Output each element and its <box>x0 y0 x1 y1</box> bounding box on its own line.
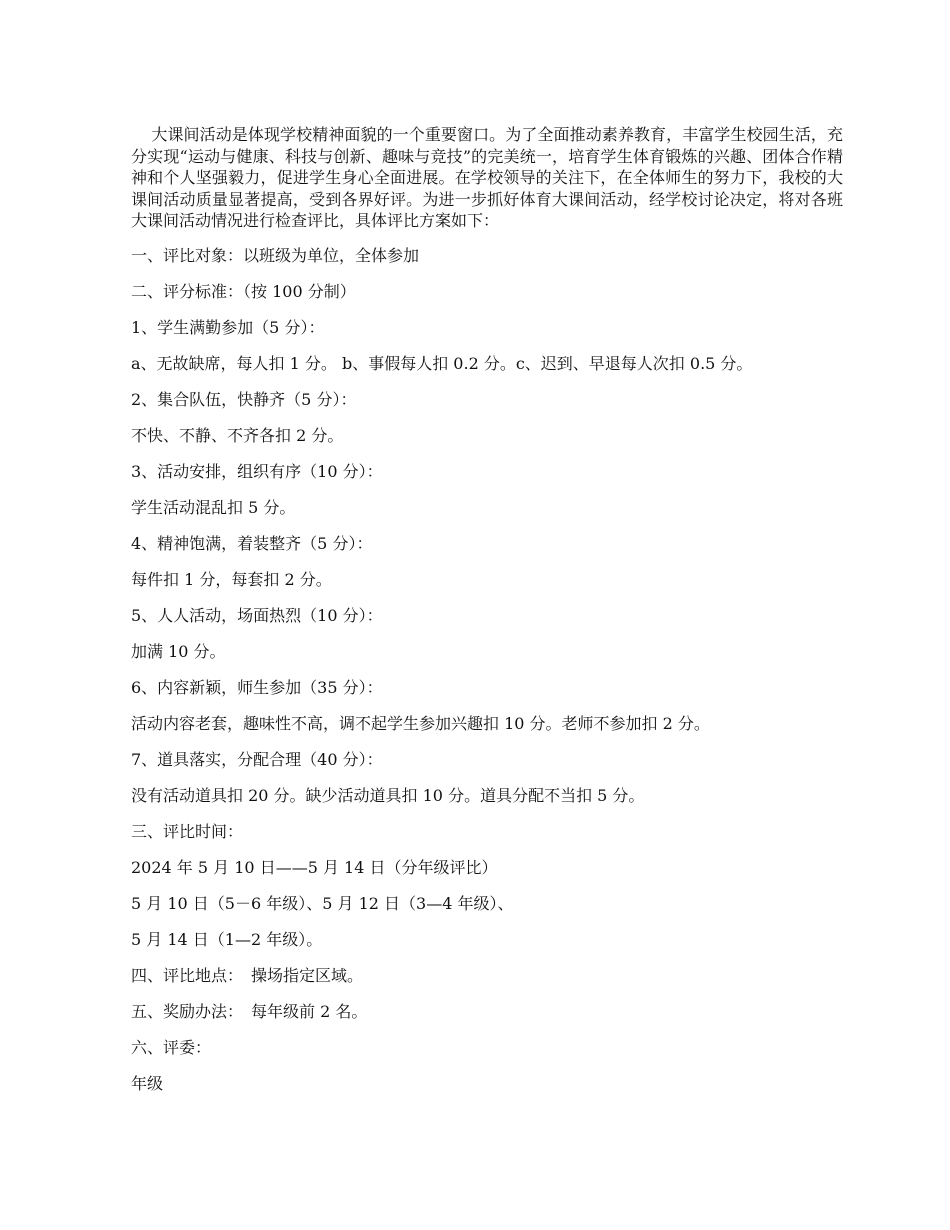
criterion-attendance-detail: a、无故缺席，每人扣 1 分。 b、事假每人扣 0.2 分。c、迟到、早退每人次扣 0.5 分。 <box>131 353 753 373</box>
section-scoring: 二、评分标准：（按 100 分制） <box>131 281 356 301</box>
section-reward: 五、奖励办法： 每年级前 2 名。 <box>131 1001 368 1021</box>
criterion-props: 7、道具落实，分配合理（40 分）： <box>131 749 383 769</box>
criterion-props-detail: 没有活动道具扣 20 分。缺少活动道具扣 10 分。道具分配不当扣 5 分。 <box>131 785 645 805</box>
criterion-assembly: 2、集合队伍，快静齐（5 分）： <box>131 389 357 409</box>
section-location: 四、评比地点： 操场指定区域。 <box>131 965 364 985</box>
criterion-assembly-detail: 不快、不静、不齐各扣 2 分。 <box>131 425 344 445</box>
criterion-spirit: 4、精神饱满，着装整齐（5 分）： <box>131 533 373 553</box>
document-page <box>131 124 843 1102</box>
criterion-participation: 5、人人活动，场面热烈（10 分）： <box>131 605 383 625</box>
time-schedule-2: 5 月 14 日（1—2 年级）。 <box>131 929 323 949</box>
criterion-spirit-detail: 每件扣 1 分，每套扣 2 分。 <box>131 569 332 589</box>
criterion-organization-detail: 学生活动混乱扣 5 分。 <box>131 497 296 517</box>
section-target: 一、评比对象：以班级为单位，全体参加 <box>131 245 420 265</box>
criterion-participation-detail: 加满 10 分。 <box>131 641 226 661</box>
time-range: 2024 年 5 月 10 日——5 月 14 日（分年级评比） <box>131 857 498 877</box>
criterion-attendance: 1、学生满勤参加（5 分）： <box>131 317 325 337</box>
criterion-content-detail: 活动内容老套，趣味性不高，调不起学生参加兴趣扣 10 分。老师不参加扣 2 分。 <box>131 713 710 733</box>
time-schedule-1: 5 月 10 日（5－6 年级）、5 月 12 日（3—4 年级）、 <box>131 893 514 913</box>
section-judges: 六、评委： <box>131 1037 212 1057</box>
criterion-content: 6、内容新颖，师生参加（35 分）： <box>131 677 383 697</box>
criterion-organization: 3、活动安排，组织有序（10 分）： <box>131 461 383 481</box>
section-time: 三、评比时间： <box>131 821 244 841</box>
intro-paragraph: 大课间活动是体现学校精神面貌的一个重要窗口。为了全面推动素养教育，丰富学生校园生活，充分实现“运动与健康、科技与创新、趣味与竞技”的完美统一，培育学生体育锻炼的兴趣、团体合作精神和个人坚强毅力，促进学生身心全面进展。在学校领导的关注下，在全体师生的努力下，我校的大课间活动质量显著提高，受到各界好评。为进一步抓好体育大课间活动，经学校讨论决定，将对各班大课间活动情况进行检查评比，具体评比方案如下： <box>131 125 843 230</box>
judges-grade: 年级 <box>131 1073 164 1093</box>
